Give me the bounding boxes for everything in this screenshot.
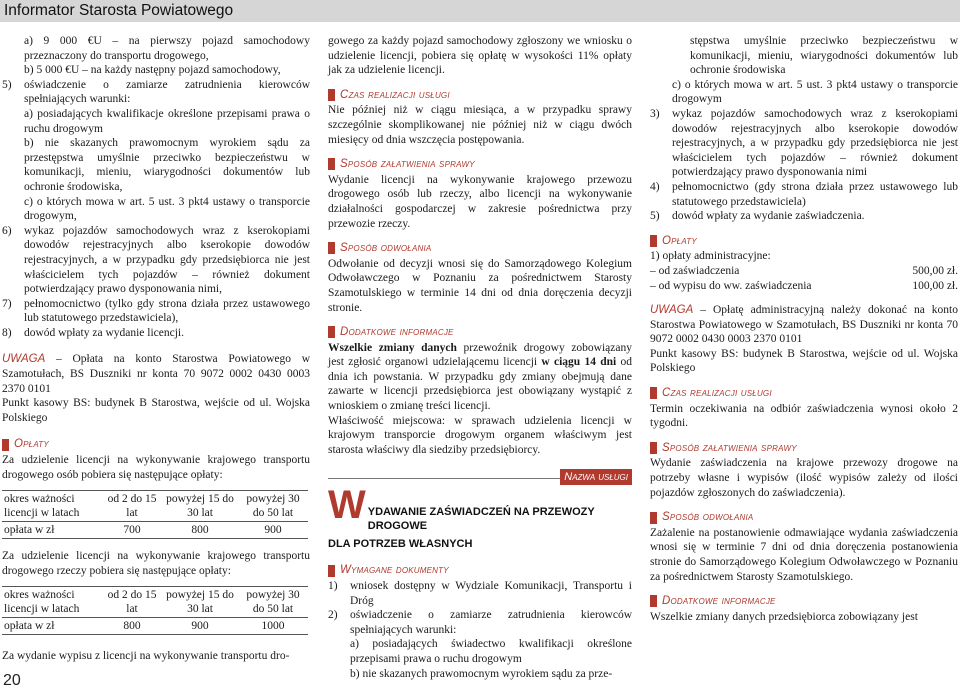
list-item [650, 107, 958, 180]
text: przewoźnik drogowy zobowiązany jest zgłosić organowi udzielającemu licencji [328, 341, 632, 369]
payment-note [2, 352, 310, 396]
section-label: Wymagane dokumenty [340, 564, 449, 577]
bold-text: w ciągu 14 dni [541, 356, 617, 369]
section-marker [650, 442, 657, 454]
drop-cap: W [328, 483, 366, 528]
list-number: 5) [650, 210, 660, 223]
section-label: Dodatkowe informacje [662, 595, 776, 608]
service-title [328, 485, 632, 533]
section-label: Czas realizacji usługi [340, 88, 450, 101]
payment-note [650, 303, 958, 347]
section-label: Sposób załatwienia sprawy [340, 158, 475, 171]
section-label: Sposób odwołania [340, 242, 432, 255]
section-heading-dodatkowe [328, 325, 632, 340]
cashier-info: Punkt kasowy BS: budynek B Starostwa, wejście od ul. Wojska Polskiego [2, 397, 310, 424]
list-number: 3) [650, 107, 660, 120]
section-label: Opłaty [662, 234, 697, 247]
section-marker [328, 242, 335, 254]
paragraph: Wszelkie zmiany danych przedsiębiorca zobowiązany jest [650, 610, 918, 623]
table-cell: opłata w zł [2, 618, 102, 635]
paragraph [328, 341, 632, 414]
list-subitem: a) posiadających świadectwo kwalifikacji określone przepisami prawa o ruchu drogowym [350, 638, 632, 665]
section-label: Sposób odwołania [662, 511, 754, 524]
list-text: wniosek dostępny w Wydziale Komunikacji, Transportu i Dróg [350, 580, 632, 607]
service-title-text-2: DLA POTRZEB WŁASNYCH [328, 538, 473, 551]
section-label: Dodatkowe informacje [340, 326, 454, 339]
fee-row [650, 264, 958, 279]
fee-label: – od zaświadczenia [650, 264, 740, 277]
section-heading-odwolania [328, 241, 632, 256]
list-subitem: b) nie skazanych prawomocnym wyrokiem sądu za przestępstwa umyślnie przeciwko bezpieczeństwu w komunikacji, mieniu, wiarygodności dokumentów lub ochronie środowiska, [24, 137, 310, 193]
service-name-bar [328, 469, 632, 485]
table-header-cell: od 2 do 15 lat [102, 491, 162, 522]
fees-intro-goods: Za udzielenie licencji na wykonywanie krajowego transportu drogowego rzeczy pobiera się następujące opłaty: [2, 550, 310, 577]
section-heading-czas [650, 386, 958, 401]
table-header-cell: powyżej 30 do 50 lat [238, 491, 308, 522]
section-marker [650, 235, 657, 247]
table-cell: 700 [102, 522, 162, 539]
list-number: 5) [2, 78, 12, 91]
table-header-cell: okres ważności licencji w latach [2, 491, 102, 522]
section-heading-czas [328, 88, 632, 103]
list-item: a) 9 000 €U – na pierwszy pojazd samochodowy przeznaczony do transportu drogowego, [24, 35, 310, 62]
fee-row [650, 279, 958, 294]
fee-label: – od wypisu do ww. zaświadczenia [650, 279, 812, 292]
table-cell: 800 [102, 618, 162, 635]
uwaga-label: UWAGA [2, 353, 46, 366]
paragraph: Wydanie zaświadczenia na krajowe przewozy drogowe na potrzeby własne i wypisów (ilość wypisów zależy od ilości pojazdów zgłoszonych do zaświadczenia). [650, 457, 958, 499]
section-marker [328, 326, 335, 338]
list-item [650, 209, 958, 224]
fee-value: 100,00 zł. [912, 279, 958, 292]
list-text: pełnomocnictwo (tylko gdy strona działa przez ustawowego lub statutowego przedstawiciela), [24, 297, 310, 325]
paragraph: Wydanie licencji na wykonywanie krajowego przewozu drogowego osób lub rzeczy, albo licencji na wykonywanie działalności gospodarczej w zakresie pośrednictwa przy przewozie rzeczy. [328, 173, 632, 230]
section-heading-oplaty [2, 437, 310, 452]
section-marker [328, 565, 335, 577]
section-label: Sposób załatwienia sprawy [662, 441, 797, 454]
text: od dnia ich powstania. W przypadku gdy zmiany obejmują dane zawarte w licencji przedsiębiorca jest obowiązany wystąpić z wnioskiem o zmianę treści licencji. [328, 356, 632, 413]
fees-table-persons [2, 490, 308, 539]
table-header-cell: powyżej 15 do 30 lat [162, 587, 238, 618]
service-name-label: Nazwa usługi [560, 469, 632, 485]
section-marker [328, 89, 335, 101]
section-heading-odwolania [650, 510, 958, 525]
section-label: Opłaty [14, 438, 49, 451]
list-text: wykaz pojazdów samochodowych wraz z kserokopiami dowodów rejestracyjnych albo kserokopie dowodów rejestracyjnych, a w przypadku gdy przedsiębiorca nie jest właścicielem tych pojazdów – również dokument potwierdzający prawo dysponowania nimi [672, 107, 958, 179]
table-header-cell: od 2 do 15 lat [102, 587, 162, 618]
table-header-cell: okres ważności licencji w latach [2, 587, 102, 618]
list-text: pełnomocnictwo (gdy strona działa przez ustawowego lub statutowego przedstawiciela) [672, 180, 958, 208]
list-subitem: c) o których mowa w art. 5 ust. 3 pkt4 ustawy o transporcie drogowym [672, 78, 958, 106]
list-number: 1) [328, 580, 338, 593]
column-left [2, 34, 310, 664]
page-header-title: Informator Starosta Powiatowego [4, 2, 234, 19]
table-cell: 1000 [238, 618, 308, 635]
paragraph: Termin oczekiwania na odbiór zaświadczenia wynosi około 2 tygodni. [650, 402, 958, 430]
section-marker [650, 387, 657, 399]
page-number: 20 [3, 672, 21, 689]
table-cell: 900 [162, 618, 238, 635]
fees-table-goods [2, 586, 308, 635]
section-heading-oplaty [650, 234, 958, 249]
list-number: 8) [2, 326, 12, 339]
list-text: oświadczenie o zamiarze zatrudnienia kierowców spełniających warunki: [350, 609, 632, 636]
list-item [328, 608, 632, 637]
list-text: oświadczenie o zamiarze zatrudnienia kierowców spełniających warunki: [24, 78, 310, 106]
paragraph: Za wydanie wypisu z licencji na wykonywanie transportu dro- [2, 650, 290, 663]
list-text: dowód wpłaty za wydanie licencji. [24, 326, 184, 339]
section-marker [650, 512, 657, 524]
uwaga-text: – Opłatę administracyjną należy dokonać na konto Starostwa Powiatowego w Szamotułach, BS Duszniki nr konta 70 9072 0002 0430 0003 2370 0101 [650, 304, 958, 346]
uwaga-text: – Opłata na konto Starostwa Powiatowego w Szamotułach, BS Duszniki nr konta 70 9072 0002 0430 0003 2370 0101 [2, 353, 310, 395]
list-item [2, 78, 310, 107]
service-title-text: YDAWANIE ZAŚWIADCZEŃ NA PRZEWOZY DROGOWE [367, 506, 595, 533]
list-text: dowód wpłaty za wydanie zaświadczenia. [672, 210, 865, 223]
section-heading-dodatkowe [650, 594, 958, 609]
table-cell: 800 [162, 522, 238, 539]
list-text: wykaz pojazdów samochodowych wraz z kserokopiami dowodów rejestracyjnych albo kserokopie dowodów rejestracyjnych, a w przypadku gdy przedsiębiorca nie jest właścicielem tych pojazdów – również dokument potwierdzający prawo dysponowania nimi, [24, 224, 310, 296]
paragraph: Nie później niż w ciągu miesiąca, a w przypadku sprawy szczególnie skomplikowanej nie później niż w ciągu dwóch miesięcy od dnia wszczęcia postępowania. [328, 104, 632, 146]
list-number: 7) [2, 297, 12, 310]
table-cell: opłata w zł [2, 522, 102, 539]
section-heading-sposob [650, 441, 958, 456]
list-subitem: stępstwa umyślnie przeciwko bezpieczeństwu w komunikacji, mieniu, wiarygodności dokumentów lub ochronie środowiska [690, 35, 958, 77]
paragraph: Właściwość miejscowa: w sprawach udzielenia licencji w krajowym transporcie drogowym organem właściwym jest starosta właściwy dla siedziby przedsiębiorcy. [328, 414, 632, 456]
section-heading-sposob [328, 157, 632, 172]
list-item [328, 579, 632, 608]
uwaga-label: UWAGA [650, 304, 694, 317]
section-marker [328, 158, 335, 170]
fees-intro: Za udzielenie licencji na wykonywanie krajowego transportu drogowego osób pobiera się następujące opłaty: [2, 454, 310, 481]
list-item [2, 297, 310, 326]
list-subitem: b) nie skazanych prawomocnym wyrokiem sądu za prze- [350, 667, 613, 680]
list-number: 6) [2, 224, 12, 237]
list-item [2, 326, 310, 341]
list-subitem: c) o których mowa w art. 5 ust. 3 pkt4 ustawy o transporcie drogowym, [24, 195, 310, 223]
bold-text: Wszelkie zmiany danych [328, 341, 457, 354]
cashier-info: Punkt kasowy BS: budynek B Starostwa, wejście od ul. Wojska Polskiego [650, 347, 958, 375]
header-bar [0, 0, 960, 22]
list-subitem: a) posiadających kwalifikacje określone przepisami prawa o ruchu drogowym [24, 107, 310, 135]
list-item: b) 5 000 €U – na każdy następny pojazd samochodowy, [24, 64, 281, 77]
list-item [650, 180, 958, 209]
column-middle [328, 34, 632, 681]
paragraph: gowego za każdy pojazd samochodowy zgłoszony we wniosku o udzielenie licencji, pobiera się opłatę w wysokości 11% opłaty jak za udzielenie licencji. [328, 35, 632, 77]
list-item: 1) opłaty administracyjne: [650, 250, 771, 263]
section-heading-wymagane [328, 563, 632, 578]
column-right [650, 34, 958, 624]
list-number: 2) [328, 609, 338, 622]
section-marker [2, 439, 9, 451]
list-item [2, 224, 310, 297]
table-header-cell: powyżej 15 do 30 lat [162, 491, 238, 522]
paragraph: Odwołanie od decyzji wnosi się do Samorządowego Kolegium Odwoławczego w Poznaniu za pośrednictwem Starosty Szamotulskiego w terminie 14 dni od dnia doręczenia decyzji stronie. [328, 257, 632, 314]
section-marker [650, 595, 657, 607]
section-label: Czas realizacji usługi [662, 387, 772, 400]
paragraph: Zażalenie na postanowienie odmawiające wydania zaświadczenia wnosi się w terminie 7 dni od dnia doręczenia postanowienia stronie do Samorządowego Kolegium Odwoławczego w Poznaniu za pośrednictwem Starosty Szamotulskiego. [650, 526, 958, 583]
table-header-cell: powyżej 30 do 50 lat [238, 587, 308, 618]
list-number: 4) [650, 180, 660, 193]
fee-value: 500,00 zł. [912, 264, 958, 277]
table-cell: 900 [238, 522, 308, 539]
